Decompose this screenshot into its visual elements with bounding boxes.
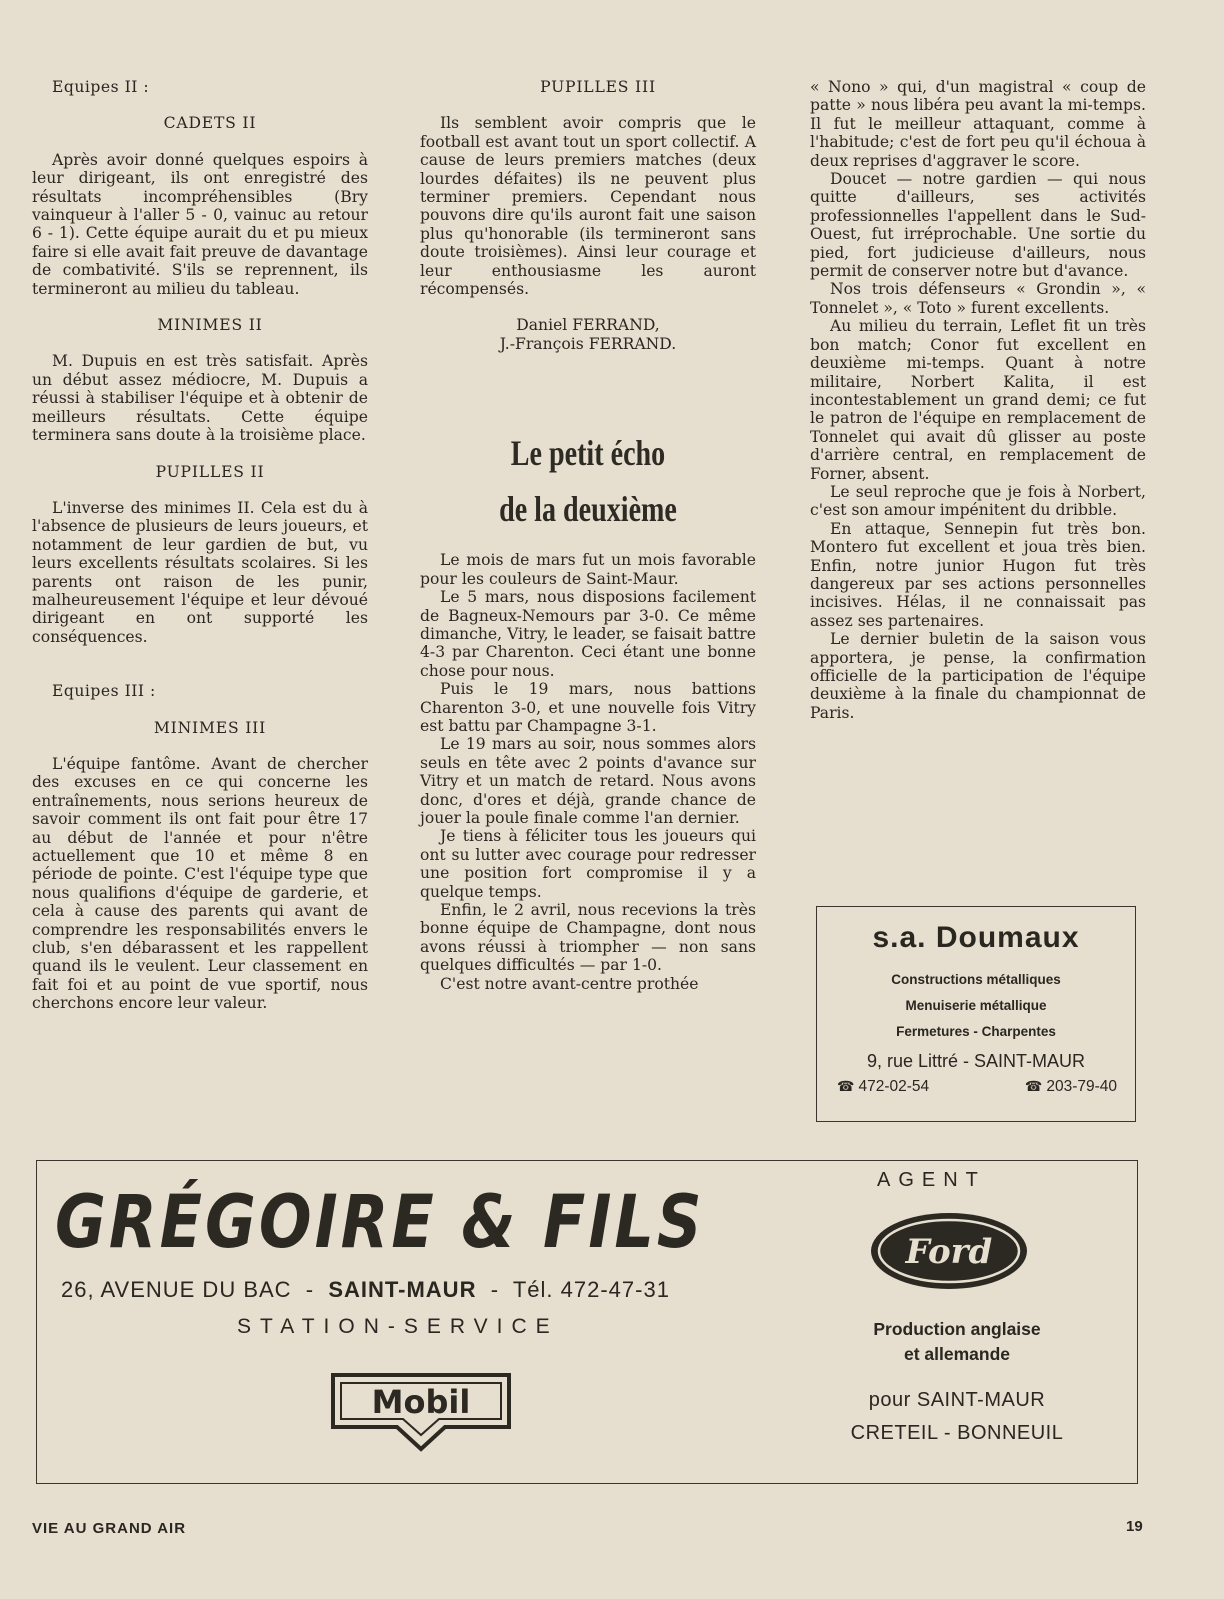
doumaux-service-1: Constructions métalliques [891, 972, 1061, 987]
agent-label: AGENT [877, 1169, 986, 1191]
gregoire-street: 26, AVENUE DU BAC [61, 1277, 292, 1302]
col3-paragraph-2: Doucet — notre gardien — qui nous quitte d'ailleurs, ses activités professionnelles l'appellent dans le Sud-Ouest, fut irréprochable. Une sortie du pied, fort judicieuse d'ailleurs, nous permit de conserver notre but d'avance. [810, 170, 1146, 281]
gregoire-city: SAINT-MAUR [328, 1277, 477, 1302]
cadets-2-heading: CADETS II [163, 114, 257, 133]
minimes-3-text: L'équipe fantôme. Avant de chercher des excuses en ce qui concerne les entraînements, nous serions heureux de savoir comment ils ont fait pour être 17 au début de l'année et pour n'être actuellement que 10 et même 8 en période de pointe. C'est l'équipe type que nous qualifions d'équipe de garderie, et cela à cause des parents qui avant de comprendre les responsabilités envers le club, s'en débarassent et les rappellent quand ils le veulent. Leur classement en fait foi et au point de vue sportif, nous cherchons encore leur valeur. [32, 754, 368, 1013]
production-line-1: Production anglaise [873, 1319, 1041, 1339]
gregoire-advertisement [36, 1160, 1138, 1484]
echo-paragraph-5: Je tiens à féliciter tous les joueurs qui ont su lutter avec courage pour redresser une position fort compromise il y a quelque temps. [420, 827, 756, 901]
echo-paragraph-2: Le 5 mars, nous disposions facilement de Bagneux-Nemours par 3-0. Ce même dimanche, Vitry, le leader, se faisait battre 4-3 par Charenton. Ceci étant une bonne chose pour nous. [420, 588, 756, 680]
echo-paragraph-4: Le 19 mars au soir, nous sommes alors seuls en tête avec 2 points d'avance sur Vitry et un match de retard. Nous avons donc, d'ores et déjà, grande chance de jouer la poule finale comme l'an dernier. [420, 735, 756, 827]
ford-logo [867, 1209, 1031, 1293]
echo-paragraph-3: Puis le 19 mars, nous battions Charenton 3-0, et une nouvelle fois Vitry est battu par Champagne 3-1. [420, 680, 756, 735]
gregoire-address [61, 1277, 801, 1303]
col3-paragraph-1: « Nono » qui, d'un magistral « coup de patte » nous libéra peu avant la mi-temps. Il fut le meilleur attaquant, comme à l'habitude; c'est de fort peu qu'il échoua à deux reprises d'aggraver le score. [810, 78, 1146, 170]
minimes-3-heading: MINIMES III [153, 718, 267, 737]
doumaux-phones [817, 1078, 1135, 1096]
pupilles-2-text: L'inverse des minimes II. Cela est du à l'absence de plusieurs de leurs joueurs, et notamment de leur gardien de but, vu leurs excellents résultats scolaires. Si les parents ont raison de les punir, malheureusement l'équipe et leur dévoué dirigeant en ont supporté les conséquences. [32, 498, 368, 646]
footer-magazine-name: VIE AU GRAND AIR [32, 1520, 187, 1537]
echo-paragraph-6: Enfin, le 2 avril, nous recevions la très bonne équipe de Champagne, dont nous avons réussi à triompher — non sans quelques difficultés — par 1-0. [420, 901, 756, 975]
gregoire-station-service: STATION-SERVICE [237, 1315, 559, 1338]
gregoire-address-separator: - [305, 1277, 315, 1302]
column-2 [420, 78, 756, 993]
pupilles-3-text: Ils semblent avoir compris que le football est avant tout un sport collectif. A cause de leurs premiers matches (deux lourdes défaites) ils ne peuvent plus terminer premiers. Cependant nous pouvons dire qu'ils auront fait une saison plus qu'honorable (ils termineront sans doute troisièmes). Ainsi leur courage et leur enthousiasme les auront récompensés. [420, 114, 756, 299]
mobil-logo-text: Mobil [371, 1383, 471, 1421]
echo-paragraph-1: Le mois de mars fut un mois favorable pour les couleurs de Saint-Maur. [420, 551, 756, 588]
telephone-icon: ☎ [1024, 1078, 1043, 1094]
column-3 [810, 78, 1146, 722]
ford-logo-text: Ford [905, 1232, 993, 1272]
cadets-2-text: Après avoir donné quelques espoirs à leur dirigeant, ils ont enregistré des résultats incompréhensibles (Bry vainqueur à l'aller 5 - 0, vainuc au retour 6 - 1). Cette équipe aurait du et pu mieux faire si elle avait fait preuve de davantage de combativité. S'ils se reprennent, ils termineront au milieu du tableau. [32, 150, 368, 298]
doumaux-brand: s.a. Doumaux [872, 921, 1080, 954]
gregoire-address-separator-2: - [490, 1277, 500, 1302]
telephone-icon: ☎ [837, 1078, 855, 1094]
echo-paragraph-7: C'est notre avant-centre prothée [440, 974, 699, 993]
signature-1: Daniel FERRAND, [516, 316, 660, 335]
doumaux-phone-1: 472-02-54 [858, 1078, 930, 1095]
doumaux-address: 9, rue Littré - SAINT-MAUR [866, 1051, 1086, 1071]
col3-paragraph-7: Le dernier buletin de la saison vous apportera, je pense, la confirmation officielle de la participation de l'équipe deuxième à la finale du championnat de Paris. [810, 630, 1146, 722]
equipes-2-heading: Equipes II : [52, 78, 150, 96]
col3-paragraph-5: Le seul reproche que je fois à Norbert, c'est son amour impénitent du dribble. [810, 482, 1146, 520]
doumaux-phone-2-group [1025, 1078, 1117, 1096]
echo-title-line-1: Le petit écho [510, 433, 666, 474]
equipes-3-heading: Equipes III : [52, 682, 156, 701]
col3-paragraph-6: En attaque, Sennepin fut très bon. Montero fut excellent et joua très bien. Enfin, notre junior Hugon fut très dangereux par ses actions personnelles incisives. Hélas, il ne connaissait pas assez ses partenaires. [810, 519, 1146, 630]
doumaux-phone-2: 203-79-40 [1046, 1078, 1117, 1095]
gregoire-tel: Tél. 472-47-31 [512, 1277, 670, 1302]
doumaux-service-2: Menuiserie métallique [905, 998, 1047, 1013]
gregoire-name: GRÉGOIRE & FILS [55, 1178, 705, 1265]
production-line-2: et allemande [903, 1344, 1011, 1364]
doumaux-phone-1-group [837, 1078, 929, 1096]
signature-2: J.-François FERRAND. [499, 334, 677, 353]
mobil-logo [327, 1371, 515, 1453]
col3-paragraph-4: Au milieu du terrain, Leflet fit un très bon match; Conor fut excellent en deuxième mi-temps. Quant à notre militaire, Norbert Kalita, il est incontestablement un grand demi; ce fut le patron de l'équipe en remplacement de Tonnelet qui avait dû glisser au poste d'arrière central, en remplacement de Forner, absent. [810, 317, 1146, 483]
pour-saint-maur: pour SAINT-MAUR [868, 1389, 1046, 1411]
pupilles-3-heading: PUPILLES III [540, 78, 656, 96]
doumaux-advertisement [816, 906, 1136, 1122]
column-1 [32, 78, 368, 1013]
gregoire-right-block [777, 1317, 1137, 1445]
doumaux-service-3: Fermetures - Charpentes [896, 1024, 1056, 1039]
pupilles-2-heading: PUPILLES II [155, 462, 265, 481]
footer-page-number: 19 [1126, 1518, 1143, 1535]
col3-paragraph-3: Nos trois défenseurs « Grondin », « Tonnelet », « Toto » furent excellents. [810, 280, 1146, 317]
echo-title-line-2: de la deuxième [499, 489, 677, 530]
minimes-2-text: M. Dupuis en est très satisfait. Après un début assez médiocre, M. Dupuis a réussi à stabiliser l'équipe et à obtenir de meilleurs résultats. Cette équipe terminera sans doute à la troisième place. [32, 352, 368, 445]
other-cities: CRETEIL - BONNEUIL [850, 1422, 1064, 1444]
minimes-2-heading: MINIMES II [157, 316, 263, 335]
